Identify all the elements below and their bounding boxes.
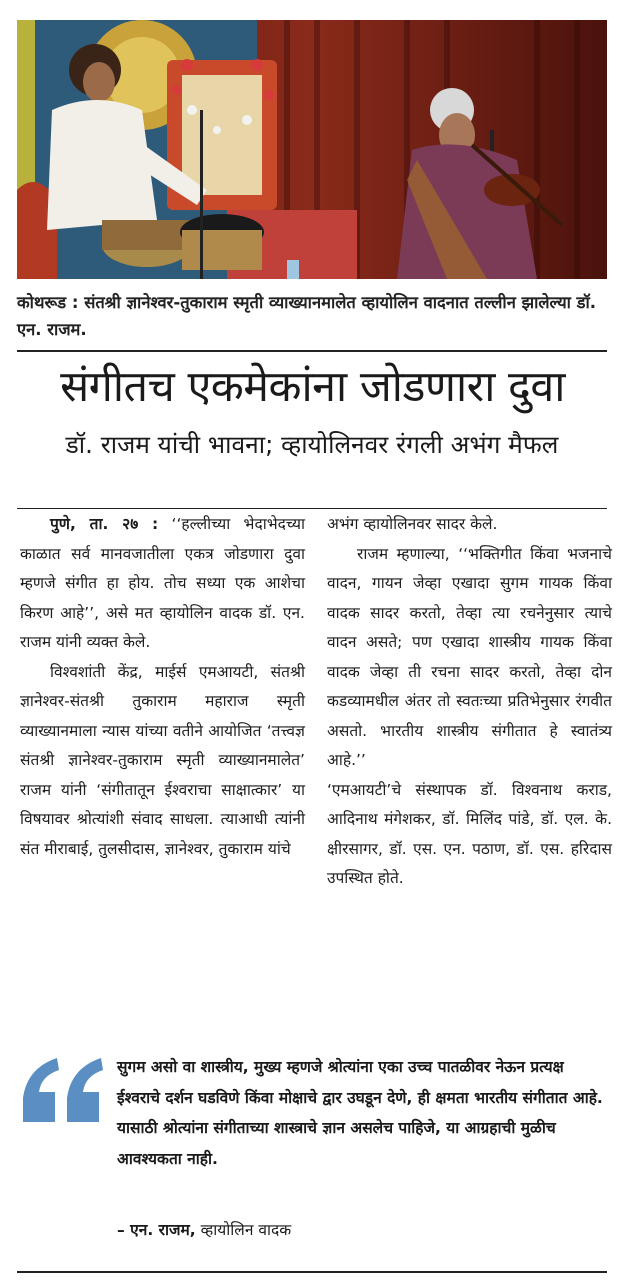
subheadline: डॉ. राजम यांची भावना; व्हायोलिनवर रंगली अभंग मैफल xyxy=(65,430,559,459)
article-paragraph: अभंग व्हायोलिनवर सादर केले. xyxy=(327,515,498,533)
divider xyxy=(17,508,607,509)
article-paragraph: विश्वशांती केंद्र, माईर्स एमआयटी, संतश्री ज्ञानेश्वर-संतश्री तुकाराम महाराज स्मृती व्याख्यानमाला न्यास यांच्या वतीने आयोजित ‘तत्त्वज्ञ संतश्री ज्ञानेश्वर-तुकाराम स्मृती व्याख्यानमालेत’ राजम यांनी ‘संगीतातून ईश्वराचा साक्षात्कार’ या विषयावर श्रोत्यांशी संवाद साधला. त्याआधी त्यांनी संत मीराबाई, तुलसीदास, ज्ञानेश्वर, तुकाराम यांचे xyxy=(20,662,305,858)
photo-caption: कोथरूड : संतश्री ज्ञानेश्वर-तुकाराम स्मृती व्याख्यानमालेत व्हायोलिन वादनात तल्लीन झालेल्या डॉ. एन. राजम. xyxy=(17,293,597,339)
pull-quote-text: सुगम असो वा शास्त्रीय, मुख्य म्हणजे श्रोत्यांना एका उच्च पातळीवर नेऊन प्रत्यक्ष ईश्वराचे दर्शन घडविणे किंवा मोक्षाचे द्वार उघडून देणे, ही क्षमता भारतीय संगीतात आहे. यासाठी श्रोत्यांना संगीताच्या शास्त्राचे ज्ञान असलेच पाहिजे, या आग्रहाची मुळीच आवश्यकता नाही. xyxy=(117,1058,603,1168)
photo-illustration xyxy=(17,20,607,279)
pull-quote-attribution xyxy=(117,1216,291,1244)
paragraph-text: ‘‘हल्लीच्या भेदाभेदच्या काळात सर्व मानवजातीला एकत्र जोडणारा दुवा म्हणजे संगीत हा होय. तोच सध्या एक आशेचा किरण आहे’’, असे मत व्हायोलिन वादक डॉ. एन. राजम यांनी व्यक्त केले. xyxy=(20,515,305,651)
quote-author: – एन. राजम, xyxy=(117,1221,196,1239)
article-column-left xyxy=(20,510,305,864)
quote-author-role: व्हायोलिन वादक xyxy=(200,1221,292,1239)
article-paragraph: ‘एमआयटी’चे संस्थापक डॉ. विश्वनाथ कराड, आदिनाथ मंगेशकर, डॉ. मिलिंद पांडे, डॉ. एल. के. क्षीरसागर, डॉ. एस. एन. पठाण, डॉ. एस. हरिदास उपस्थित होते. xyxy=(327,780,612,887)
pull-quote xyxy=(117,1052,612,1174)
dateline: पुणे, ता. २७ : xyxy=(50,515,159,533)
headline: संगीतच एकमेकांना जोडणारा दुवा xyxy=(60,362,565,412)
divider xyxy=(17,350,607,352)
quote-mark-icon xyxy=(17,1050,107,1130)
article-column-right xyxy=(327,510,612,894)
news-photo xyxy=(17,20,607,279)
divider xyxy=(17,1271,607,1273)
article-paragraph: राजम म्हणाल्या, ‘‘भक्तिगीत किंवा भजनाचे वादन, गायन जेव्हा एखादा सुगम गायक किंवा वादक सादर करतो, तेव्हा त्या रचनेनुसार त्याचे वादन असते; पण एखादा शास्त्रीय गायक किंवा वादक जेव्हा ती रचना सादर करतो, तेव्हा दोन कडव्यामधील अंतर तो स्वतःच्या प्रतिभेनुसार रंगवीत असतो. भारतीय शास्त्रीय संगीतात हे स्वातंत्र्य आहे.’’ xyxy=(327,544,612,769)
article-paragraph xyxy=(20,510,305,658)
